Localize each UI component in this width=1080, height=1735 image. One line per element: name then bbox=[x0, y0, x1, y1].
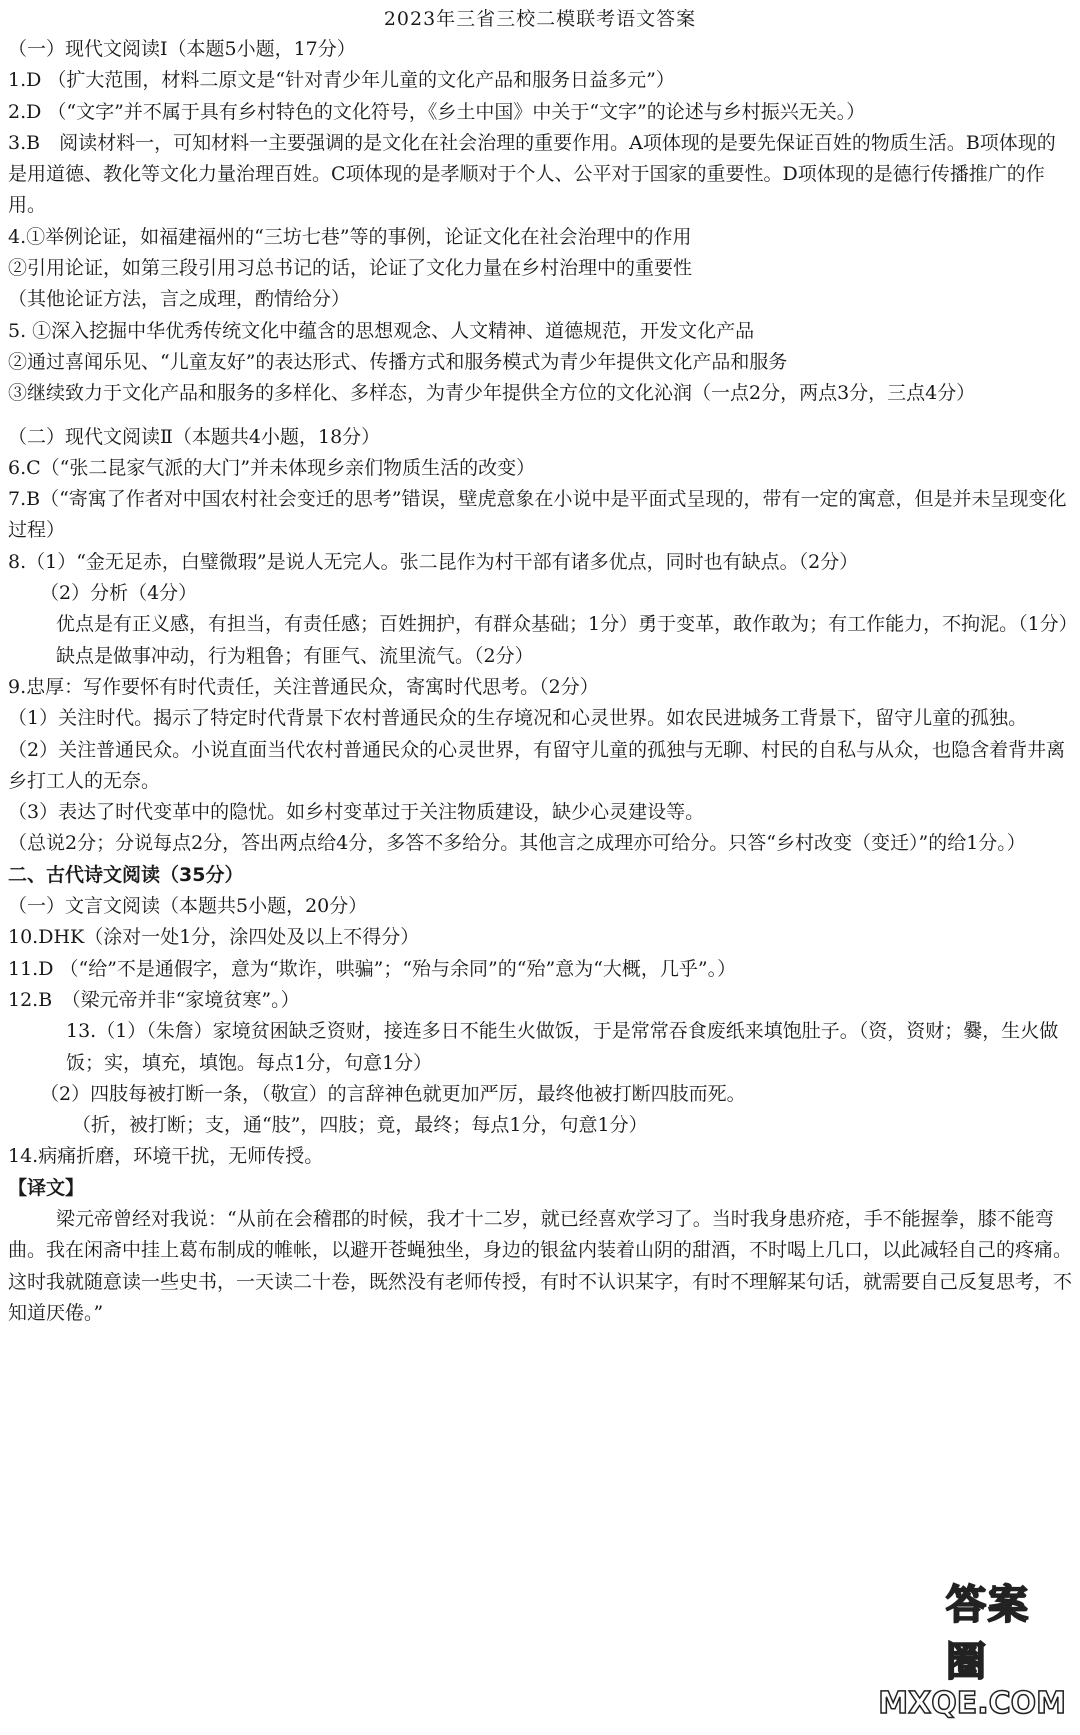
text-line: （一）文言文阅读（本题共5小题，20分） bbox=[8, 895, 368, 918]
text-line: （折，被打断；支，通“肢”，四肢；竟，最终；每点1分，句意1分） bbox=[72, 1114, 648, 1137]
document-title: 2023年三省三校二模联考语文答案 bbox=[383, 8, 697, 30]
text-line: （2）分析（4分） bbox=[40, 582, 198, 605]
text-line: 6.C（“张二昆家气派的大门”并未体现乡亲们物质生活的改变） bbox=[8, 456, 536, 479]
text-line: 二、古代诗文阅读（35分） bbox=[8, 863, 244, 886]
text-line: （2）关注普通民众。小说直面当代农村普通民众的心灵世界，有留守儿童的孤独与无聊、村民的自私与从众，也隐含着背井离乡打工人的无奈。 bbox=[8, 738, 1066, 792]
text-line: ②引用论证，如第三段引用习总书记的话，论证了文化力量在乡村治理中的重要性 bbox=[8, 257, 693, 280]
text-line: ③继续致力于文化产品和服务的多样化、多样态，为青少年提供全方位的文化沁润（一点2分，两点3分，三点4分） bbox=[8, 382, 976, 405]
text-line: （3）表达了时代变革中的隐忧。如乡村变革过于关注物质建设，缺少心灵建设等。 bbox=[8, 801, 705, 824]
document-body bbox=[8, 34, 1078, 1329]
text-line: 13.（1）（朱詹）家境贫困缺乏资财，接连多日不能生火做饭，于是常常吞食废纸来填饱肚子。（资，资财；爨，生火做饭；实，填充，填饱。每点1分，句意1分） bbox=[66, 1020, 1059, 1074]
text-line: ②通过喜闻乐见、“儿童友好”的表达形式、传播方式和服务模式为青少年提供文化产品和服务 bbox=[8, 350, 788, 373]
text-line: 缺点是做事冲动，行为粗鲁；有匪气、流里流气。（2分） bbox=[56, 644, 534, 667]
text-line: （1）关注时代。揭示了特定时代背景下农村普通民众的生存境况和心灵世界。如农民进城务工背景下，留守儿童的孤独。 bbox=[8, 707, 1028, 730]
text-line: （二）现代文阅读Ⅱ（本题共4小题，18分） bbox=[8, 425, 381, 448]
text-line: 优点是有正义感，有担当，有责任感；百姓拥护，有群众基础；1分）勇于变革，敢作敢为；有工作能力，不拘泥。（1分） bbox=[56, 613, 1078, 636]
text-line: （其他论证方法，言之成理，酌情给分） bbox=[8, 288, 351, 311]
text-line: 4.①举例论证，如福建福州的“三坊七巷”等的事例，论证文化在社会治理中的作用 bbox=[8, 225, 692, 248]
text-line: （2）四肢每被打断一条，（敬宣）的言辞神色就更加严厉，最终他被打断四肢而死。 bbox=[40, 1082, 746, 1105]
watermark-bottom-text: MXQE.COM bbox=[878, 1686, 1066, 1721]
text-line: 14.病痛折磨，环境干扰，无师传授。 bbox=[8, 1145, 324, 1168]
text-line: 【译文】 bbox=[8, 1176, 85, 1199]
text-line: 1.D （扩大范围，材料二原文是“针对青少年儿童的文化产品和服务日益多元”） bbox=[8, 69, 675, 92]
text-line: 11.D （“给”不是通假字，意为“欺诈，哄骗”；“殆与余同”的“殆”意为“大概，几乎”。） bbox=[8, 957, 737, 980]
watermark-top-text: 答案圈 bbox=[946, 1582, 1030, 1685]
text-line: 7.B（“寄寓了作者对中国农村社会变迁的思考”错误，壁虎意象在小说中是平面式呈现的，带有一定的寓意，但是并未呈现变化过程） bbox=[8, 488, 1067, 542]
text-line: 梁元帝曾经对我说：“从前在会稽郡的时候，我才十二岁，就已经喜欢学习了。当时我身患疥疮，手不能握拳，膝不能弯曲。我在闲斋中挂上葛布制成的帷帐，以避开苍蝇独坐，身边的银盆内装着山阴的甜酒，不时喝上几口，以此减轻自己的疼痛。这时我就随意读一些史书，一天读二十卷，既然没有老师传授，有时不认识某字，有时不理解某句话，就需要自己反复思考，不知道厌倦。” bbox=[8, 1207, 1073, 1324]
text-line: 8.（1）“金无足赤，白璧微瑕”是说人无完人。张二昆作为村干部有诸多优点，同时也有缺点。（2分） bbox=[8, 550, 859, 573]
text-line: 5. ①深入挖掘中华优秀传统文化中蕴含的思想观念、人文精神、道德规范，开发文化产品 bbox=[8, 319, 755, 342]
text-line: 3.B 阅读材料一，可知材料一主要强调的是文化在社会治理的重要作用。A项体现的是要先保证百姓的物质生活。B项体现的是用道德、教化等文化力量治理百姓。C项体现的是孝顺对于个人、公平对于国家的重要性。D项体现的是德行传播推广的作用。 bbox=[8, 131, 1056, 217]
text-line: 12.B （梁元帝并非“家境贫寒”。） bbox=[8, 988, 300, 1011]
text-line: （总说2分；分说每点2分，答出两点给4分，多答不多给分。其他言之成理亦可给分。只答“乡村改变（变迁）”的给1分。） bbox=[8, 832, 1026, 855]
text-line: （一）现代文阅读Ⅰ（本题5小题，17分） bbox=[8, 38, 356, 60]
section-gap bbox=[8, 410, 1072, 422]
text-line: 9.忠厚：写作要怀有时代责任，关注普通民众，寄寓时代思考。（2分） bbox=[8, 675, 599, 698]
text-line: 2.D （“文字”并不属于具有乡村特色的文化符号，《乡土中国》中关于“文字”的论述与乡村振兴无关。） bbox=[8, 100, 866, 123]
watermark-logo bbox=[878, 1582, 1066, 1721]
text-line: 10.DHK（涂对一处1分，涂四处及以上不得分） bbox=[8, 926, 420, 949]
